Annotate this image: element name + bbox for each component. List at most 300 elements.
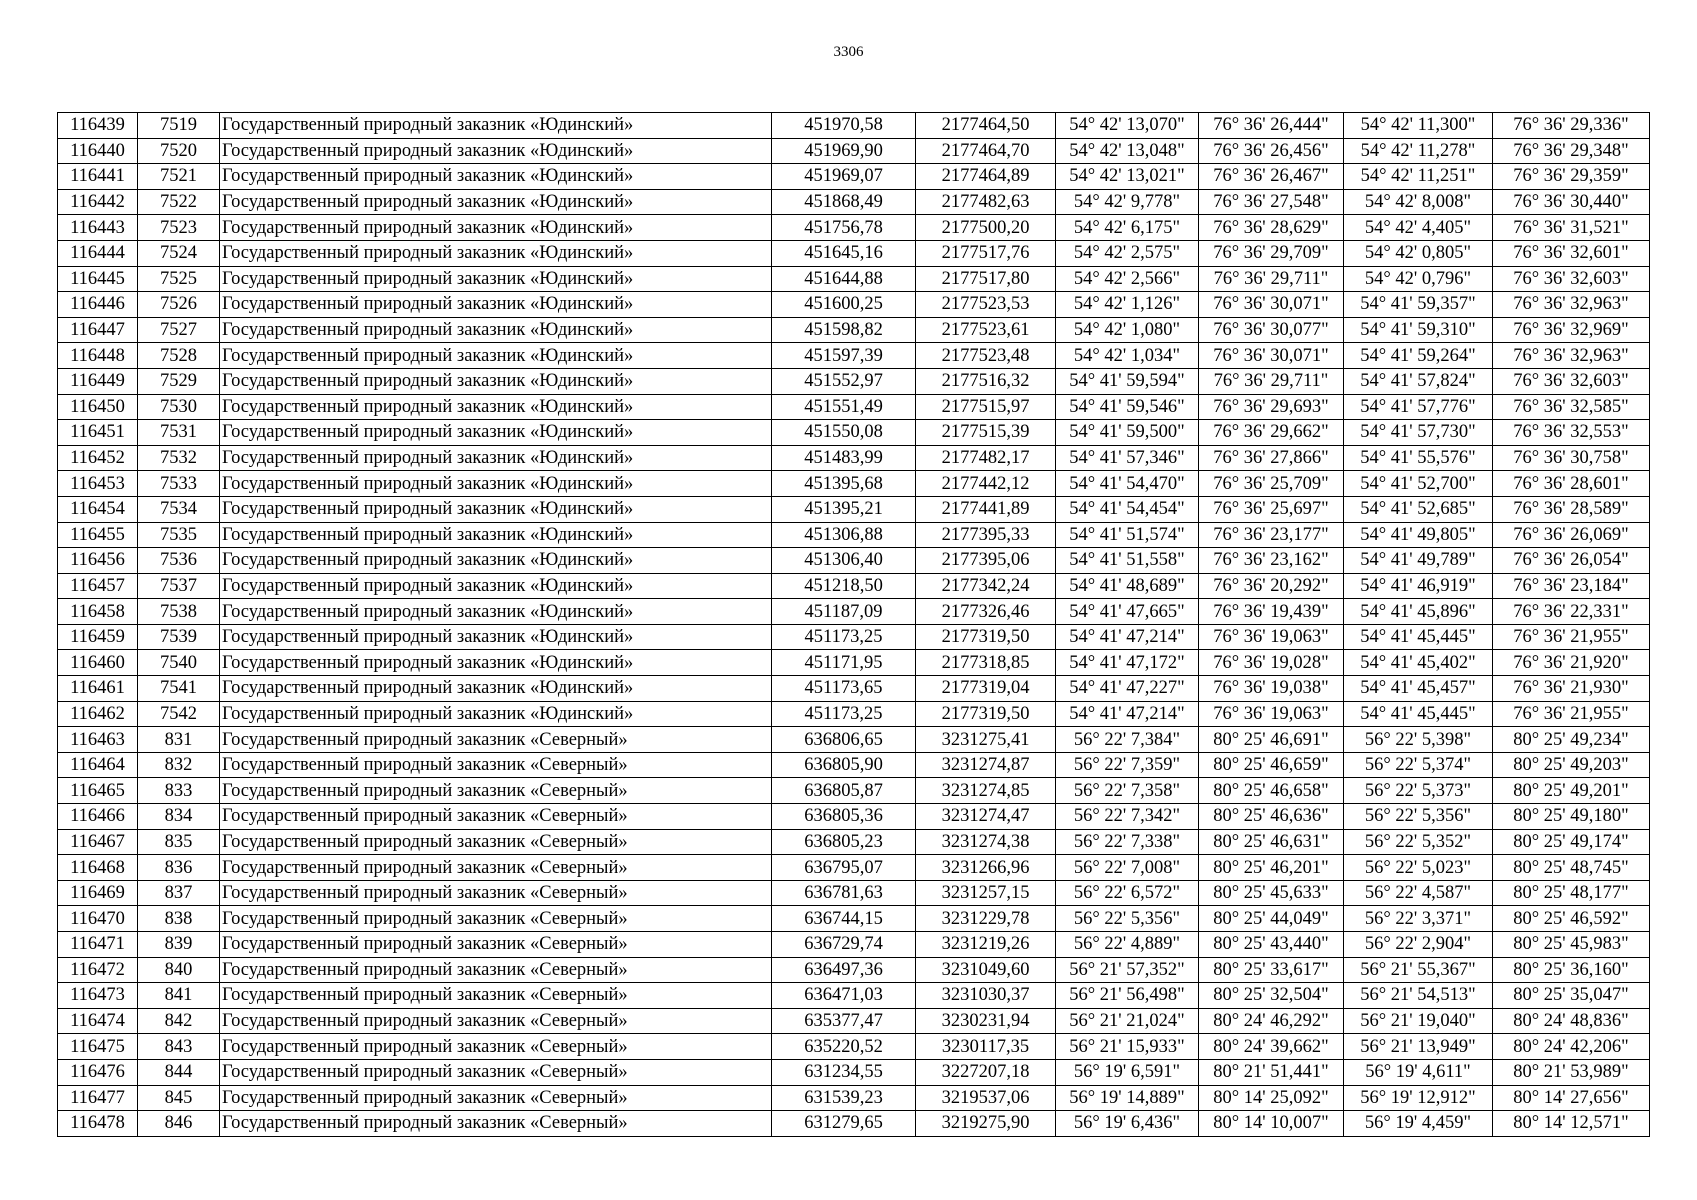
cell-coord-y: 2177464,89 [916, 164, 1056, 190]
cell-point-number: 839 [138, 932, 220, 958]
cell-lon-1: 76° 36' 26,467" [1199, 164, 1344, 190]
cell-territory-name: Государственный природный заказник «Северный» [220, 1111, 772, 1137]
cell-coord-y: 2177482,17 [916, 445, 1056, 471]
cell-row-id: 116467 [58, 829, 138, 855]
cell-lat-1: 54° 41' 54,470" [1056, 471, 1199, 497]
cell-lon-2: 80° 25' 36,160" [1493, 957, 1650, 983]
cell-lon-2: 80° 24' 42,206" [1493, 1034, 1650, 1060]
cell-row-id: 116472 [58, 957, 138, 983]
cell-lat-2: 54° 41' 45,445" [1344, 701, 1493, 727]
cell-point-number: 7531 [138, 420, 220, 446]
cell-lon-1: 80° 25' 33,617" [1199, 957, 1344, 983]
cell-lon-1: 76° 36' 19,439" [1199, 599, 1344, 625]
cell-coord-x: 451551,49 [772, 394, 916, 420]
cell-lon-2: 76° 36' 32,603" [1493, 368, 1650, 394]
cell-territory-name: Государственный природный заказник «Юдинский» [220, 189, 772, 215]
cell-lon-1: 76° 36' 28,629" [1199, 215, 1344, 241]
cell-point-number: 7535 [138, 522, 220, 548]
cell-lat-2: 56° 21' 55,367" [1344, 957, 1493, 983]
cell-lat-1: 54° 41' 54,454" [1056, 496, 1199, 522]
cell-lon-2: 76° 36' 26,069" [1493, 522, 1650, 548]
cell-coord-y: 3231229,78 [916, 906, 1056, 932]
cell-row-id: 116443 [58, 215, 138, 241]
cell-territory-name: Государственный природный заказник «Северный» [220, 983, 772, 1009]
cell-coord-x: 451868,49 [772, 189, 916, 215]
cell-lon-2: 80° 25' 35,047" [1493, 983, 1650, 1009]
cell-coord-y: 3231257,15 [916, 880, 1056, 906]
cell-lat-1: 56° 21' 57,352" [1056, 957, 1199, 983]
cell-lat-1: 54° 42' 6,175" [1056, 215, 1199, 241]
cell-row-id: 116448 [58, 343, 138, 369]
cell-lon-1: 76° 36' 29,711" [1199, 266, 1344, 292]
cell-lon-2: 80° 25' 45,983" [1493, 932, 1650, 958]
cell-row-id: 116445 [58, 266, 138, 292]
cell-coord-y: 3227207,18 [916, 1059, 1056, 1085]
cell-coord-x: 631279,65 [772, 1111, 916, 1137]
cell-lat-1: 54° 41' 59,546" [1056, 394, 1199, 420]
cell-coord-x: 451644,88 [772, 266, 916, 292]
cell-coord-x: 451218,50 [772, 573, 916, 599]
table-row [58, 266, 1650, 292]
cell-territory-name: Государственный природный заказник «Юдинский» [220, 164, 772, 190]
cell-lat-1: 54° 42' 2,575" [1056, 240, 1199, 266]
cell-point-number: 843 [138, 1034, 220, 1060]
cell-row-id: 116475 [58, 1034, 138, 1060]
table-row [58, 573, 1650, 599]
table-row [58, 113, 1650, 139]
cell-lon-1: 80° 14' 25,092" [1199, 1085, 1344, 1111]
cell-point-number: 841 [138, 983, 220, 1009]
coordinates-table [57, 112, 1650, 1137]
cell-lat-2: 56° 21' 54,513" [1344, 983, 1493, 1009]
cell-territory-name: Государственный природный заказник «Юдинский» [220, 240, 772, 266]
cell-row-id: 116478 [58, 1111, 138, 1137]
cell-coord-y: 2177517,80 [916, 266, 1056, 292]
cell-lon-2: 76° 36' 32,553" [1493, 420, 1650, 446]
cell-lat-1: 54° 41' 47,172" [1056, 650, 1199, 676]
cell-territory-name: Государственный природный заказник «Юдинский» [220, 522, 772, 548]
table-row [58, 1085, 1650, 1111]
cell-coord-y: 2177319,04 [916, 676, 1056, 702]
cell-row-id: 116442 [58, 189, 138, 215]
cell-point-number: 7519 [138, 113, 220, 139]
cell-lon-2: 76° 36' 32,969" [1493, 317, 1650, 343]
cell-lon-1: 80° 25' 46,636" [1199, 804, 1344, 830]
cell-lon-1: 80° 25' 43,440" [1199, 932, 1344, 958]
cell-lat-2: 54° 41' 45,896" [1344, 599, 1493, 625]
cell-row-id: 116441 [58, 164, 138, 190]
cell-lon-2: 80° 25' 48,177" [1493, 880, 1650, 906]
cell-territory-name: Государственный природный заказник «Юдинский» [220, 701, 772, 727]
cell-territory-name: Государственный природный заказник «Северный» [220, 932, 772, 958]
cell-lat-2: 54° 41' 57,824" [1344, 368, 1493, 394]
cell-coord-x: 451306,88 [772, 522, 916, 548]
cell-lon-1: 76° 36' 30,071" [1199, 292, 1344, 318]
cell-coord-x: 451187,09 [772, 599, 916, 625]
cell-row-id: 116456 [58, 548, 138, 574]
cell-point-number: 836 [138, 855, 220, 881]
cell-row-id: 116465 [58, 778, 138, 804]
cell-lat-2: 54° 41' 45,457" [1344, 676, 1493, 702]
cell-row-id: 116455 [58, 522, 138, 548]
cell-lat-2: 54° 42' 0,796" [1344, 266, 1493, 292]
cell-point-number: 7526 [138, 292, 220, 318]
cell-territory-name: Государственный природный заказник «Юдинский» [220, 471, 772, 497]
cell-coord-y: 3230117,35 [916, 1034, 1056, 1060]
cell-territory-name: Государственный природный заказник «Юдинский» [220, 599, 772, 625]
cell-lon-1: 80° 25' 46,659" [1199, 752, 1344, 778]
cell-coord-x: 635377,47 [772, 1008, 916, 1034]
cell-lon-1: 76° 36' 20,292" [1199, 573, 1344, 599]
cell-coord-x: 451970,58 [772, 113, 916, 139]
cell-lon-2: 76° 36' 31,521" [1493, 215, 1650, 241]
cell-lat-1: 54° 42' 1,034" [1056, 343, 1199, 369]
cell-lon-2: 80° 25' 49,234" [1493, 727, 1650, 753]
table-row [58, 829, 1650, 855]
cell-lat-1: 54° 41' 59,500" [1056, 420, 1199, 446]
cell-lon-2: 76° 36' 23,184" [1493, 573, 1650, 599]
cell-coord-y: 2177464,70 [916, 138, 1056, 164]
cell-lat-2: 56° 22' 4,587" [1344, 880, 1493, 906]
cell-lat-2: 56° 22' 5,373" [1344, 778, 1493, 804]
cell-lon-1: 76° 36' 23,177" [1199, 522, 1344, 548]
cell-territory-name: Государственный природный заказник «Северный» [220, 957, 772, 983]
cell-point-number: 7542 [138, 701, 220, 727]
cell-lon-2: 80° 24' 48,836" [1493, 1008, 1650, 1034]
cell-territory-name: Государственный природный заказник «Юдинский» [220, 138, 772, 164]
cell-lat-2: 56° 21' 19,040" [1344, 1008, 1493, 1034]
cell-coord-x: 451969,07 [772, 164, 916, 190]
cell-territory-name: Государственный природный заказник «Юдинский» [220, 650, 772, 676]
cell-point-number: 7521 [138, 164, 220, 190]
cell-coord-x: 451645,16 [772, 240, 916, 266]
cell-lon-1: 80° 25' 46,631" [1199, 829, 1344, 855]
cell-coord-y: 3231274,85 [916, 778, 1056, 804]
cell-lat-1: 54° 41' 47,665" [1056, 599, 1199, 625]
table-row [58, 701, 1650, 727]
cell-lon-1: 76° 36' 30,071" [1199, 343, 1344, 369]
cell-coord-x: 631539,23 [772, 1085, 916, 1111]
cell-lat-1: 56° 22' 7,359" [1056, 752, 1199, 778]
cell-lon-1: 80° 24' 46,292" [1199, 1008, 1344, 1034]
cell-coord-y: 3231274,38 [916, 829, 1056, 855]
cell-point-number: 7536 [138, 548, 220, 574]
table-row [58, 676, 1650, 702]
table-row [58, 880, 1650, 906]
table-row [58, 215, 1650, 241]
cell-territory-name: Государственный природный заказник «Юдинский» [220, 215, 772, 241]
cell-territory-name: Государственный природный заказник «Северный» [220, 880, 772, 906]
cell-coord-y: 3231274,47 [916, 804, 1056, 830]
table-row [58, 164, 1650, 190]
cell-lat-1: 56° 22' 7,342" [1056, 804, 1199, 830]
cell-lat-2: 54° 42' 11,300" [1344, 113, 1493, 139]
cell-lat-1: 54° 41' 51,558" [1056, 548, 1199, 574]
cell-point-number: 7541 [138, 676, 220, 702]
table-row [58, 368, 1650, 394]
cell-row-id: 116450 [58, 394, 138, 420]
cell-territory-name: Государственный природный заказник «Северный» [220, 1085, 772, 1111]
cell-coord-x: 631234,55 [772, 1059, 916, 1085]
cell-row-id: 116444 [58, 240, 138, 266]
cell-lon-1: 76° 36' 26,444" [1199, 113, 1344, 139]
cell-row-id: 116469 [58, 880, 138, 906]
cell-lon-2: 80° 25' 49,180" [1493, 804, 1650, 830]
cell-lon-2: 76° 36' 28,601" [1493, 471, 1650, 497]
cell-lon-1: 80° 25' 46,658" [1199, 778, 1344, 804]
cell-point-number: 835 [138, 829, 220, 855]
cell-lat-1: 56° 22' 7,338" [1056, 829, 1199, 855]
table-row [58, 240, 1650, 266]
cell-row-id: 116439 [58, 113, 138, 139]
cell-lat-2: 54° 41' 49,789" [1344, 548, 1493, 574]
cell-coord-y: 2177441,89 [916, 496, 1056, 522]
cell-lon-2: 80° 14' 27,656" [1493, 1085, 1650, 1111]
cell-point-number: 7523 [138, 215, 220, 241]
cell-point-number: 7527 [138, 317, 220, 343]
table-row [58, 1059, 1650, 1085]
cell-territory-name: Государственный природный заказник «Северный» [220, 804, 772, 830]
cell-lon-1: 76° 36' 29,693" [1199, 394, 1344, 420]
cell-coord-x: 636806,65 [772, 727, 916, 753]
cell-coord-y: 2177326,46 [916, 599, 1056, 625]
cell-row-id: 116458 [58, 599, 138, 625]
table-row [58, 932, 1650, 958]
cell-lat-1: 56° 22' 7,008" [1056, 855, 1199, 881]
cell-lon-2: 76° 36' 21,930" [1493, 676, 1650, 702]
cell-lat-2: 54° 41' 49,805" [1344, 522, 1493, 548]
cell-coord-x: 451395,21 [772, 496, 916, 522]
cell-lat-2: 54° 41' 59,264" [1344, 343, 1493, 369]
cell-territory-name: Государственный природный заказник «Северный» [220, 855, 772, 881]
cell-lon-1: 76° 36' 29,711" [1199, 368, 1344, 394]
cell-lat-2: 56° 19' 12,912" [1344, 1085, 1493, 1111]
cell-lon-1: 76° 36' 19,028" [1199, 650, 1344, 676]
table-row [58, 471, 1650, 497]
cell-point-number: 7540 [138, 650, 220, 676]
cell-lat-1: 56° 21' 21,024" [1056, 1008, 1199, 1034]
cell-lat-2: 54° 42' 11,278" [1344, 138, 1493, 164]
cell-lon-1: 80° 25' 45,633" [1199, 880, 1344, 906]
cell-territory-name: Государственный природный заказник «Юдинский» [220, 343, 772, 369]
cell-row-id: 116464 [58, 752, 138, 778]
cell-coord-x: 451600,25 [772, 292, 916, 318]
cell-lat-1: 54° 42' 9,778" [1056, 189, 1199, 215]
cell-point-number: 840 [138, 957, 220, 983]
cell-lat-2: 54° 42' 11,251" [1344, 164, 1493, 190]
cell-territory-name: Государственный природный заказник «Юдинский» [220, 368, 772, 394]
cell-coord-y: 2177395,33 [916, 522, 1056, 548]
table-row [58, 983, 1650, 1009]
cell-point-number: 7520 [138, 138, 220, 164]
cell-coord-y: 2177515,97 [916, 394, 1056, 420]
cell-coord-x: 451173,25 [772, 624, 916, 650]
cell-coord-x: 451969,90 [772, 138, 916, 164]
cell-lat-1: 54° 41' 48,689" [1056, 573, 1199, 599]
cell-lat-2: 56° 22' 5,356" [1344, 804, 1493, 830]
cell-point-number: 833 [138, 778, 220, 804]
cell-lon-1: 80° 25' 44,049" [1199, 906, 1344, 932]
table-row [58, 1008, 1650, 1034]
table-row [58, 1111, 1650, 1137]
cell-point-number: 7529 [138, 368, 220, 394]
cell-row-id: 116454 [58, 496, 138, 522]
table-row [58, 957, 1650, 983]
cell-lat-1: 54° 42' 13,070" [1056, 113, 1199, 139]
table-row [58, 804, 1650, 830]
cell-territory-name: Государственный природный заказник «Юдинский» [220, 624, 772, 650]
cell-territory-name: Государственный природный заказник «Юдинский» [220, 573, 772, 599]
cell-lat-2: 56° 19' 4,459" [1344, 1111, 1493, 1137]
cell-point-number: 7538 [138, 599, 220, 625]
cell-row-id: 116473 [58, 983, 138, 1009]
cell-territory-name: Государственный природный заказник «Северный» [220, 778, 772, 804]
cell-point-number: 845 [138, 1085, 220, 1111]
cell-point-number: 842 [138, 1008, 220, 1034]
cell-territory-name: Государственный природный заказник «Северный» [220, 906, 772, 932]
cell-lat-1: 56° 19' 6,591" [1056, 1059, 1199, 1085]
page-number: 3306 [833, 44, 864, 60]
cell-lat-1: 56° 22' 6,572" [1056, 880, 1199, 906]
cell-coord-x: 636471,03 [772, 983, 916, 1009]
cell-coord-y: 2177482,63 [916, 189, 1056, 215]
cell-lat-1: 54° 41' 47,227" [1056, 676, 1199, 702]
cell-coord-x: 451598,82 [772, 317, 916, 343]
table-body [58, 113, 1650, 1137]
table-row [58, 906, 1650, 932]
cell-point-number: 7522 [138, 189, 220, 215]
cell-lat-2: 54° 41' 57,730" [1344, 420, 1493, 446]
cell-territory-name: Государственный природный заказник «Юдинский» [220, 113, 772, 139]
cell-coord-y: 2177516,32 [916, 368, 1056, 394]
cell-lon-2: 80° 25' 48,745" [1493, 855, 1650, 881]
cell-lon-2: 80° 25' 46,592" [1493, 906, 1650, 932]
cell-lon-1: 76° 36' 25,709" [1199, 471, 1344, 497]
cell-lon-1: 76° 36' 26,456" [1199, 138, 1344, 164]
cell-lat-1: 54° 42' 1,080" [1056, 317, 1199, 343]
table-row [58, 727, 1650, 753]
cell-coord-y: 3231266,96 [916, 855, 1056, 881]
cell-lat-1: 56° 22' 7,358" [1056, 778, 1199, 804]
cell-territory-name: Государственный природный заказник «Юдинский» [220, 676, 772, 702]
cell-point-number: 838 [138, 906, 220, 932]
cell-point-number: 832 [138, 752, 220, 778]
cell-coord-y: 2177319,50 [916, 701, 1056, 727]
cell-lat-1: 54° 42' 13,048" [1056, 138, 1199, 164]
cell-coord-y: 3219275,90 [916, 1111, 1056, 1137]
cell-coord-x: 636744,15 [772, 906, 916, 932]
cell-point-number: 831 [138, 727, 220, 753]
cell-lon-2: 76° 36' 32,601" [1493, 240, 1650, 266]
cell-coord-y: 3231030,37 [916, 983, 1056, 1009]
cell-lon-2: 76° 36' 29,336" [1493, 113, 1650, 139]
cell-lon-2: 76° 36' 26,054" [1493, 548, 1650, 574]
cell-point-number: 846 [138, 1111, 220, 1137]
cell-lon-2: 76° 36' 29,348" [1493, 138, 1650, 164]
cell-row-id: 116462 [58, 701, 138, 727]
cell-lat-2: 54° 42' 4,405" [1344, 215, 1493, 241]
cell-lat-1: 54° 41' 47,214" [1056, 701, 1199, 727]
cell-lat-2: 56° 22' 5,023" [1344, 855, 1493, 881]
cell-row-id: 116461 [58, 676, 138, 702]
cell-lat-2: 56° 22' 5,398" [1344, 727, 1493, 753]
cell-territory-name: Государственный природный заказник «Юдинский» [220, 420, 772, 446]
table-row [58, 752, 1650, 778]
cell-lon-1: 76° 36' 25,697" [1199, 496, 1344, 522]
cell-lon-2: 76° 36' 29,359" [1493, 164, 1650, 190]
cell-territory-name: Государственный природный заказник «Северный» [220, 1034, 772, 1060]
table-row [58, 778, 1650, 804]
cell-territory-name: Государственный природный заказник «Северный» [220, 727, 772, 753]
cell-lat-1: 56° 19' 14,889" [1056, 1085, 1199, 1111]
cell-lat-1: 54° 42' 2,566" [1056, 266, 1199, 292]
cell-row-id: 116451 [58, 420, 138, 446]
cell-coord-x: 451756,78 [772, 215, 916, 241]
cell-coord-y: 3231219,26 [916, 932, 1056, 958]
cell-coord-x: 451306,40 [772, 548, 916, 574]
cell-lon-2: 76° 36' 21,955" [1493, 624, 1650, 650]
cell-lon-2: 80° 25' 49,201" [1493, 778, 1650, 804]
cell-lon-1: 76° 36' 19,038" [1199, 676, 1344, 702]
cell-lon-2: 76° 36' 32,585" [1493, 394, 1650, 420]
cell-point-number: 7533 [138, 471, 220, 497]
cell-coord-y: 2177395,06 [916, 548, 1056, 574]
cell-row-id: 116474 [58, 1008, 138, 1034]
table-row [58, 548, 1650, 574]
cell-lon-2: 76° 36' 32,963" [1493, 292, 1650, 318]
cell-lon-2: 76° 36' 21,920" [1493, 650, 1650, 676]
cell-coord-y: 2177342,24 [916, 573, 1056, 599]
cell-lon-1: 80° 25' 46,201" [1199, 855, 1344, 881]
cell-coord-x: 636805,87 [772, 778, 916, 804]
cell-row-id: 116468 [58, 855, 138, 881]
cell-row-id: 116477 [58, 1085, 138, 1111]
cell-coord-y: 3230231,94 [916, 1008, 1056, 1034]
cell-row-id: 116466 [58, 804, 138, 830]
cell-lon-2: 76° 36' 32,963" [1493, 343, 1650, 369]
cell-coord-y: 2177442,12 [916, 471, 1056, 497]
cell-row-id: 116459 [58, 624, 138, 650]
cell-point-number: 7524 [138, 240, 220, 266]
cell-lat-1: 56° 22' 4,889" [1056, 932, 1199, 958]
cell-lon-2: 76° 36' 28,589" [1493, 496, 1650, 522]
cell-lon-1: 80° 25' 32,504" [1199, 983, 1344, 1009]
cell-coord-x: 636729,74 [772, 932, 916, 958]
cell-lon-1: 76° 36' 29,662" [1199, 420, 1344, 446]
cell-lat-2: 54° 42' 0,805" [1344, 240, 1493, 266]
table-row [58, 522, 1650, 548]
cell-coord-y: 2177523,61 [916, 317, 1056, 343]
cell-point-number: 7539 [138, 624, 220, 650]
cell-coord-x: 451395,68 [772, 471, 916, 497]
cell-coord-y: 3231275,41 [916, 727, 1056, 753]
cell-coord-x: 635220,52 [772, 1034, 916, 1060]
cell-coord-x: 451550,08 [772, 420, 916, 446]
cell-coord-x: 451173,65 [772, 676, 916, 702]
cell-lat-1: 56° 19' 6,436" [1056, 1111, 1199, 1137]
cell-territory-name: Государственный природный заказник «Юдинский» [220, 548, 772, 574]
cell-coord-y: 2177523,48 [916, 343, 1056, 369]
cell-lon-1: 76° 36' 19,063" [1199, 624, 1344, 650]
table-row [58, 292, 1650, 318]
cell-lat-2: 56° 19' 4,611" [1344, 1059, 1493, 1085]
cell-row-id: 116446 [58, 292, 138, 318]
cell-row-id: 116460 [58, 650, 138, 676]
cell-row-id: 116452 [58, 445, 138, 471]
table-row [58, 496, 1650, 522]
cell-row-id: 116449 [58, 368, 138, 394]
cell-lat-2: 54° 41' 45,402" [1344, 650, 1493, 676]
